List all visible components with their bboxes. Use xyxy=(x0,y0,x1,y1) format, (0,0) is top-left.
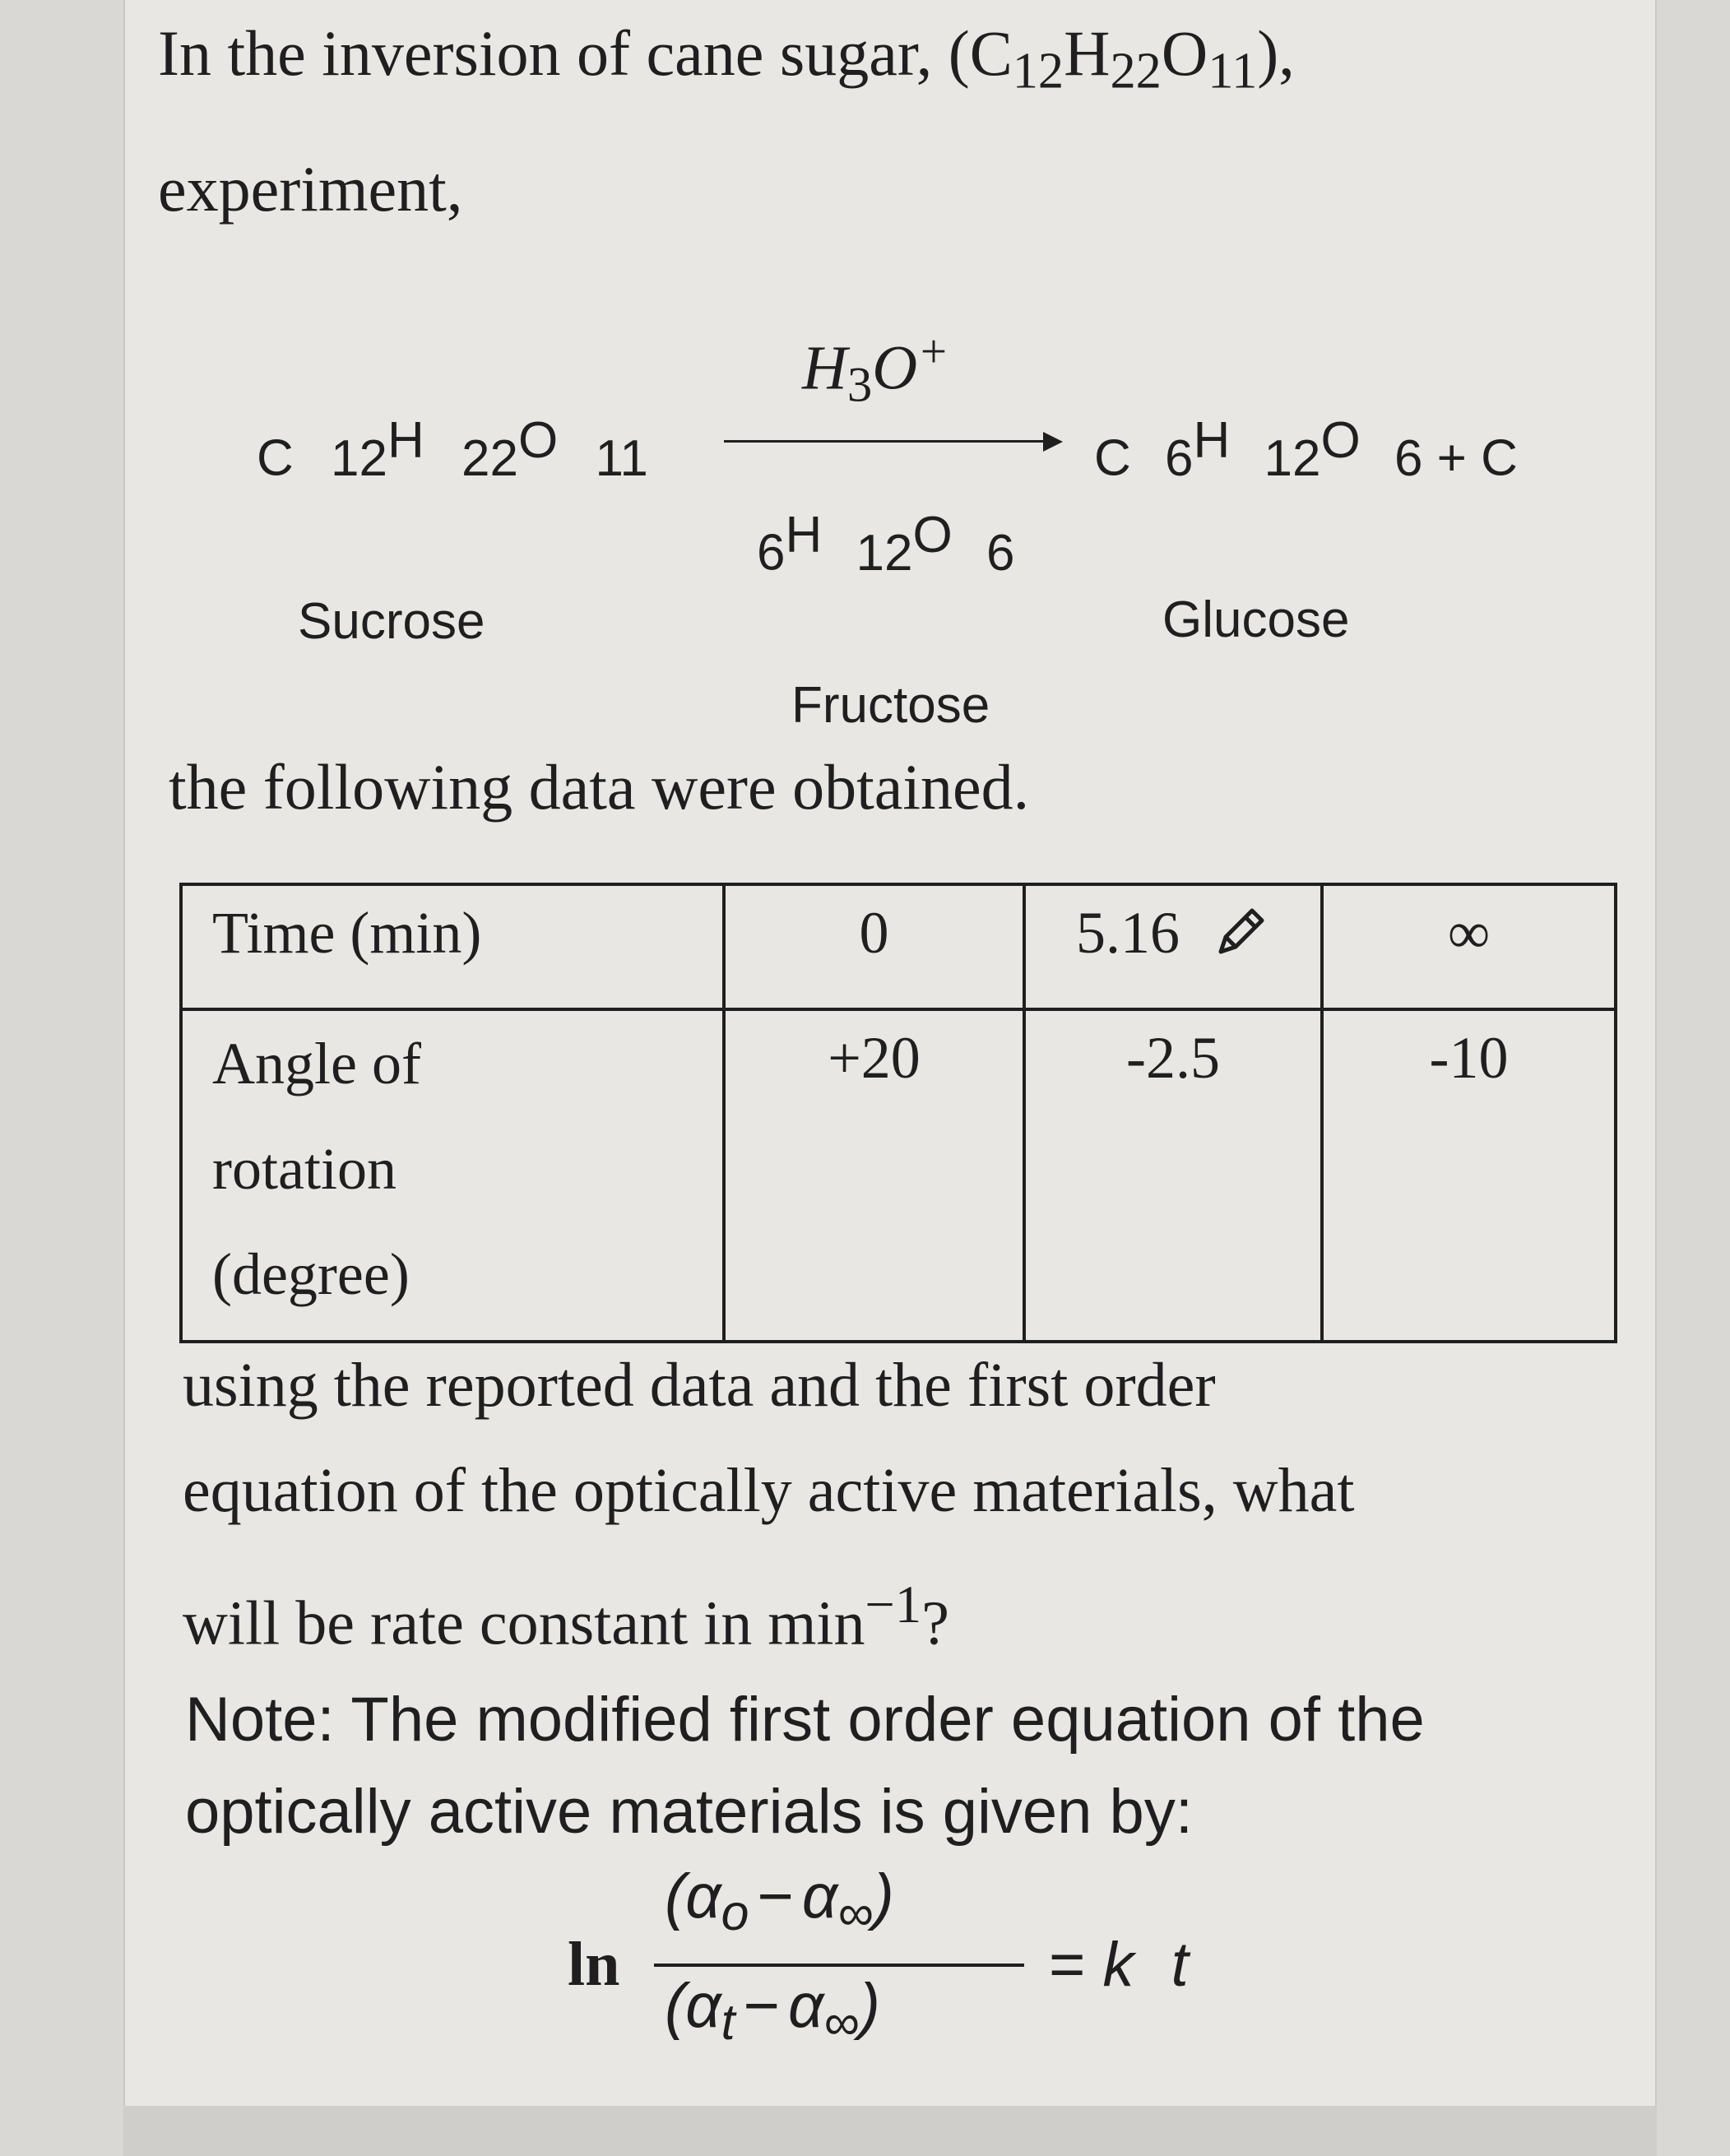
formula-part: ) xyxy=(873,1862,894,1931)
formula-part: α xyxy=(801,1862,838,1931)
formula-ln: ln xyxy=(568,1930,620,1999)
table-cell xyxy=(181,1009,724,1342)
formula-part: k xyxy=(1102,1930,1134,2000)
formula-part: 12 xyxy=(1264,429,1321,487)
note-line: Note: The modified first order equation of the xyxy=(185,1685,1425,1755)
question-text: will be rate constant in min xyxy=(183,1588,865,1658)
formula-part: (α xyxy=(665,1971,721,2041)
table-cell: ∞ xyxy=(1322,884,1616,1009)
note xyxy=(185,1674,1425,1858)
table-row xyxy=(181,884,1616,1009)
formula-part: t xyxy=(721,1994,735,2051)
page-bottom-edge xyxy=(123,2106,1657,2156)
formula-part: ∞ xyxy=(823,1994,860,2051)
table-cell: -10 xyxy=(1322,1009,1616,1342)
catalyst xyxy=(802,325,949,415)
formula-part: 6 xyxy=(1394,429,1423,487)
pencil-icon[interactable] xyxy=(1213,902,1270,975)
formula-part: t xyxy=(1171,1930,1189,2000)
formula-part: 6 xyxy=(986,524,1015,582)
reactant-formula xyxy=(257,411,648,488)
intro-line-1 xyxy=(158,16,1295,101)
formula-part: α xyxy=(787,1971,824,2041)
formula-part: H xyxy=(785,507,823,563)
table-cell xyxy=(1024,884,1322,1009)
formula-part: 6 xyxy=(757,524,786,582)
table-cell: Time (min) xyxy=(181,884,724,1009)
label-sucrose: Sucrose xyxy=(298,593,485,650)
label-glucose: Glucose xyxy=(1162,591,1350,648)
question-line: using the reported data and the first order xyxy=(183,1351,1216,1420)
formula-part: ) xyxy=(859,1971,880,2041)
intro-text: In the inversion of cane sugar, (C xyxy=(158,17,1013,89)
question-text: ? xyxy=(921,1588,949,1658)
table-row xyxy=(181,1009,1616,1342)
subscript: 22 xyxy=(1110,42,1162,100)
question xyxy=(183,1333,1354,1676)
formula-part: 6 xyxy=(1165,429,1194,487)
subscript: 11 xyxy=(1208,42,1258,100)
row-label-line: rotation xyxy=(212,1136,397,1202)
formula-part: = xyxy=(1049,1930,1086,2000)
row-label-line: Angle of xyxy=(212,1031,421,1097)
formula-part: ∞ xyxy=(837,1885,874,1941)
catalyst-o: O xyxy=(872,333,918,403)
catalyst-subscript: 3 xyxy=(846,357,873,413)
formula-part: C xyxy=(257,429,294,487)
data-intro: the following data were obtained. xyxy=(169,751,1030,823)
catalyst-h: H xyxy=(802,333,847,403)
formula-part: H xyxy=(1193,412,1231,469)
intro-text: H xyxy=(1064,17,1111,89)
formula-part: o xyxy=(721,1885,749,1941)
cell-value: 5.16 xyxy=(1076,900,1180,966)
question-line xyxy=(183,1551,1354,1676)
data-table xyxy=(179,883,1617,1343)
row-label-line: (degree) xyxy=(212,1241,410,1307)
formula-denominator xyxy=(665,1970,880,2051)
formula-part: O xyxy=(517,412,559,469)
intro-line-2: experiment, xyxy=(158,153,463,225)
formula-part: H xyxy=(387,412,424,469)
table-cell: -2.5 xyxy=(1024,1009,1322,1342)
fraction-bar xyxy=(654,1964,1024,1967)
formula-part: 12 xyxy=(331,429,387,487)
subscript: 12 xyxy=(1012,42,1064,100)
table-cell: 0 xyxy=(724,884,1024,1009)
catalyst-charge: + xyxy=(917,326,949,378)
reaction-arrow-head xyxy=(1043,432,1063,452)
product-formula xyxy=(1094,411,1518,488)
note-line: optically active materials is given by: xyxy=(185,1777,1193,1847)
formula-numerator xyxy=(665,1861,894,1941)
intro-text: ), xyxy=(1257,17,1295,89)
formula-part: + C xyxy=(1436,429,1518,487)
question-line: equation of the optically active materials, what xyxy=(183,1456,1355,1525)
formula-part: − xyxy=(757,1862,794,1931)
product2-formula xyxy=(757,506,1014,582)
superscript: −1 xyxy=(865,1574,922,1634)
intro-text: O xyxy=(1161,17,1208,89)
label-fructose: Fructose xyxy=(791,677,990,734)
table-cell: +20 xyxy=(724,1009,1024,1342)
formula-part: 22 xyxy=(461,429,518,487)
formula-part: (α xyxy=(665,1862,721,1931)
formula-rhs xyxy=(1049,1929,1189,2001)
formula-part: C xyxy=(1094,429,1131,487)
formula-part: 12 xyxy=(856,524,913,582)
reaction-arrow xyxy=(724,440,1049,443)
formula-part: O xyxy=(912,507,953,563)
formula-part: − xyxy=(743,1971,780,2041)
formula-part: 11 xyxy=(595,429,648,487)
formula-part: O xyxy=(1320,412,1361,469)
